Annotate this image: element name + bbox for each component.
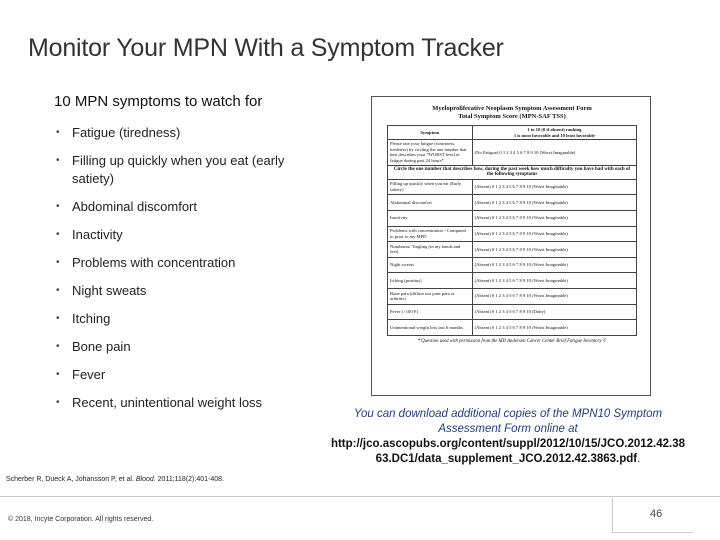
form-content [387,105,637,344]
copyright-text: © 2018, Incyte Corporation. All rights reserved. [8,516,154,523]
form-header-symptom: Symptom [388,126,473,140]
download-lead: You can download additional copies of the MPN10 Symptom Assessment Form online at [353,408,663,435]
list-item: • Bone pain [56,338,296,356]
form-row-symptom: Fever (>100 F) [388,304,473,320]
form-row-scale: (Absent) 0 1 2 3 4 5 6 7 8 9 10 (Worst Imaginable) [472,257,636,273]
list-item: • Recent, unintentional weight loss [56,394,296,412]
form-row-symptom: Unintentional weight loss last 6 months [388,320,473,336]
download-period: . [637,453,641,465]
form-row-scale: (Absent) 0 1 2 3 4 5 6 7 8 9 10 (Worst Imaginable) [472,288,636,304]
page-number: 46 [650,508,663,520]
slide-title: Monitor Your MPN With a Symptom Tracker [28,34,504,62]
form-header-scale [472,126,636,140]
form-fatigue-prompt: Please rate your fatigue (weariness, tiredness) by circling the one number that best describes your *WORST level of fatigue during past 24 hours* [388,140,473,165]
form-title: Myeloproliferative Neoplasm Symptom Assessment Form [432,105,592,112]
form-row-scale: (Absent) 0 1 2 3 4 5 6 7 8 9 10 (Worst Imaginable) [472,242,636,258]
download-link[interactable]: http://jco.ascopubs.org/content/suppl/2012/10/15/JCO.2012.42.38 [330,438,686,450]
form-row-symptom: Filling up quickly when you eat (Early satiety) [388,179,473,195]
list-item: • Abdominal discomfort [56,198,296,216]
form-row-symptom: Inactivity [388,210,473,226]
form-row-scale: (Absent) 0 1 2 3 4 5 6 7 8 9 10 (Daily) [472,304,636,320]
list-item: • Itching [56,310,296,328]
form-row-scale: (Absent) 0 1 2 3 4 5 6 7 8 9 10 (Worst Imaginable) [472,273,636,289]
symptom-assessment-form-image [371,96,651,396]
reference-citation [6,476,224,483]
list-item: • Problems with concentration [56,254,296,272]
reference-authors: Scherber R, Dueck A, Johansson P, et al. [6,476,134,483]
form-row-symptom: Night sweats [388,257,473,273]
form-instruction: Circle the one number that describes how, during the past week how much difficulty you have had with each of the following symptoms [388,165,637,179]
form-header-scale-line2: 1 is most favorable and 10 least favorable [513,132,595,138]
download-link-continued[interactable]: 63.DC1/data_supplement_JCO.2012.42.3863.pdf [375,453,638,465]
list-item: • Inactivity [56,226,296,244]
form-subtitle: Total Symptom Score (MPN-SAF TSS) [458,113,566,120]
footer-divider [0,496,720,497]
list-item: • Filling up quickly when you eat (early satiety) [56,152,296,188]
form-table [387,125,637,336]
list-item: • Fever [56,366,296,384]
download-note [322,407,694,467]
form-row-symptom: Abdominal discomfort [388,195,473,211]
form-row-scale: (Absent) 0 1 2 3 4 5 6 7 8 9 10 (Worst Imaginable) [472,195,636,211]
form-row-symptom: Numbness/ Tingling (in my hands and feet) [388,242,473,258]
symptoms-heading: 10 MPN symptoms to watch for [54,93,263,110]
form-row-scale: (Absent) 0 1 2 3 4 5 6 7 8 9 10 (Worst Imaginable) [472,226,636,242]
form-row-scale: (Absent) 0 1 2 3 4 5 6 7 8 9 10 (Worst Imaginable) [472,210,636,226]
form-row-scale: (Absent) 0 1 2 3 4 5 6 7 8 9 10 (Worst Imaginable) [472,179,636,195]
reference-details: 2011;118(2):401-408. [157,476,224,483]
form-footnote: * Question used with permission from the MD Anderson Cancer Center Brief Fatigue Inventory © [417,338,607,344]
form-row-scale: (Absent) 0 1 2 3 4 5 6 7 8 9 10 (Worst Imaginable) [472,320,636,336]
reference-journal: Blood. [135,476,156,483]
download-url-wrap [322,437,694,467]
symptom-list [56,116,296,412]
list-item: • Night sweats [56,282,296,300]
form-row-symptom: Bone pain (diffuse not joint pain or arthritis) [388,288,473,304]
list-item: • Fatigue (tiredness) [56,124,296,142]
form-row-symptom: Itching (pruritus) [388,273,473,289]
form-header-scale-line1: 1 to 10 (0 if absent) ranking [527,127,582,132]
form-row-symptom: Problems with concentration - Compared to prior to my MPD [388,226,473,242]
form-fatigue-scale: (No Fatigue) 0 1 2 3 4 5 6 7 8 9 10 (Worst Imaginable) [472,140,636,165]
